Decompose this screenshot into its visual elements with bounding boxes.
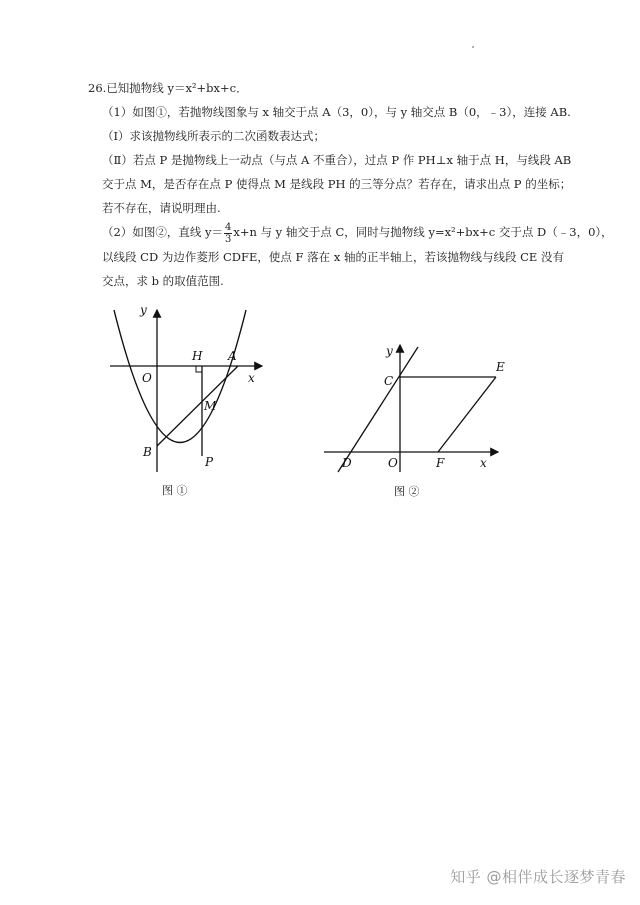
problem-line-7-pre: （2）如图②，直线 y＝	[102, 225, 223, 239]
label-m: M	[204, 399, 217, 413]
problem-line-8: 以线段 CD 为边作菱形 CDFE，使点 F 落在 x 轴的正半轴上，若该抛物线与线段 CE 没有	[102, 249, 564, 264]
figure-2	[318, 335, 508, 500]
problem-line-5: 交于点 M，是否存在点 P 使得点 M 是线段 PH 的三等分点？若存在，请求出点 P 的坐标；	[102, 177, 572, 191]
label-b: B	[143, 445, 152, 459]
right-angle-mark	[196, 366, 202, 372]
segment-ef	[438, 377, 496, 452]
label-x: x	[248, 371, 255, 385]
label-p: P	[205, 455, 214, 469]
problem-line-1: 26.已知抛物线 y＝x²+bx+c．	[88, 81, 248, 95]
figure-1	[100, 300, 275, 500]
label-o: O	[388, 456, 398, 470]
fraction-denominator: 3	[224, 233, 232, 245]
label-f: F	[436, 456, 445, 470]
figure-2-svg	[318, 335, 508, 500]
label-d: D	[342, 456, 352, 470]
label-e: E	[496, 360, 505, 374]
label-y: y	[140, 303, 147, 317]
label-o: O	[142, 371, 152, 385]
label-a: A	[228, 349, 237, 363]
fraction-numerator: 4	[224, 221, 232, 233]
problem-line-4: （Ⅱ）若点 P 是抛物线上一动点（与点 A 不重合），过点 P 作 PH⊥x 轴于点 H，与线段 AB	[102, 153, 572, 167]
problem-line-2: （1）如图①，若抛物线图象与 x 轴交于点 A（3，0），与 y 轴交点 B（0，﹣3），连接 AB.	[102, 105, 571, 119]
page-dot	[472, 46, 474, 48]
caption-2: 图 ②	[394, 485, 420, 498]
watermark: 知乎 @相伴成长逐梦青春	[450, 868, 626, 886]
problem-line-3: （Ⅰ）求该抛物线所表示的二次函数表达式；	[102, 129, 326, 143]
fraction	[224, 222, 232, 245]
line-cd	[338, 347, 418, 472]
problem-line-9: 交点，求 b 的取值范围.	[102, 273, 224, 288]
figure-1-svg	[100, 300, 275, 500]
problem-text	[88, 76, 613, 293]
label-h: H	[192, 349, 203, 363]
problem-line-7	[88, 220, 613, 245]
label-c: C	[384, 374, 394, 388]
problem-line-7-post: x+n 与 y 轴交于点 C，同时与抛物线 y=x²+bx+c 交于点 D（﹣3，0），	[233, 225, 613, 239]
label-x: x	[480, 456, 487, 470]
caption-1: 图 ①	[162, 484, 188, 497]
label-y: y	[386, 344, 393, 358]
problem-line-6: 若不存在，请说明理由.	[102, 201, 221, 215]
